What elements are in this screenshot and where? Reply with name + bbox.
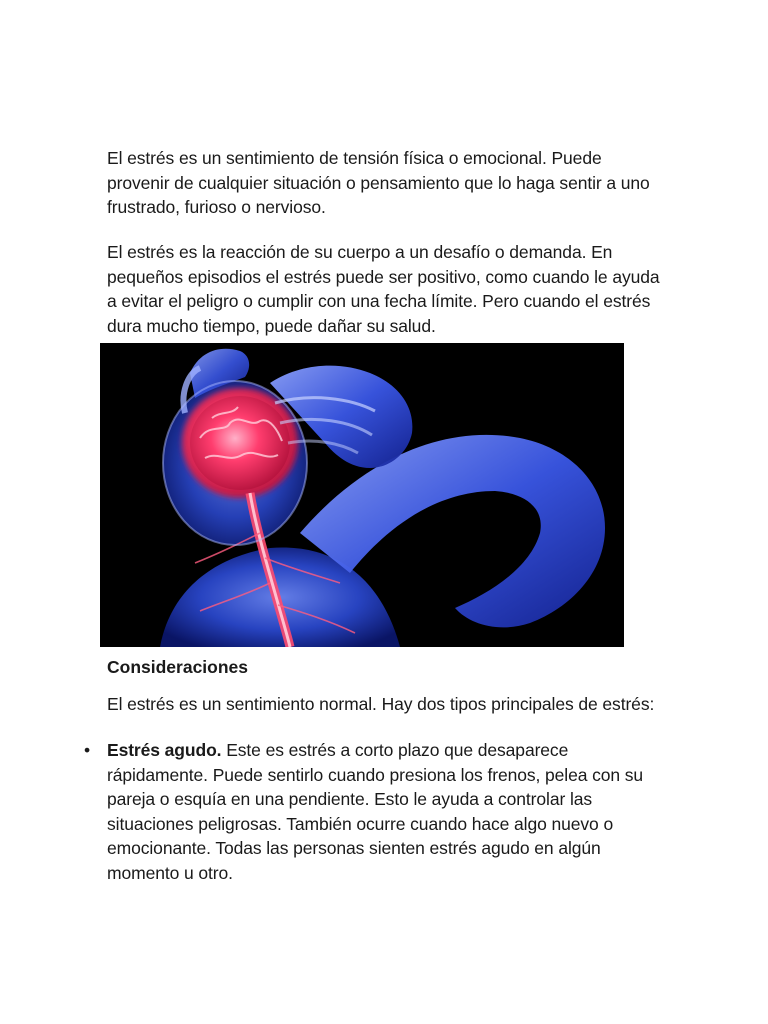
stress-illustration <box>100 343 624 647</box>
intro-paragraph: El estrés es un sentimiento de tensión física o emocional. Puede provenir de cualquier situación o pensamiento que lo haga sentir a uno frustrado, furioso o nervioso. <box>107 148 650 217</box>
list-item-term: Estrés agudo. <box>107 740 222 760</box>
list-item <box>0 738 667 885</box>
types-intro-paragraph: El estrés es un sentimiento normal. Hay dos tipos principales de estrés: <box>107 694 655 714</box>
list-item-text: Este es estrés a corto plazo que desaparece rápidamente. Puede sentirlo cuando presiona los frenos, pelea con su pareja o esquía en una pendiente. Esto le ayuda a controlar las situaciones peligrosas. También ocurre cuando hace algo nuevo o emocionante. Todas las personas sienten estrés agudo en algún momento u otro. <box>107 740 644 883</box>
bullet-icon: • <box>84 740 91 760</box>
stress-types-list <box>0 738 768 885</box>
section-heading: Consideraciones <box>107 657 249 677</box>
stress-reaction-paragraph: El estrés es la reacción de su cuerpo a un desafío o demanda. En pequeños episodios el estrés puede ser positivo, como cuando le ayuda a evitar el peligro o cumplir con una fecha límite. Pero cuando el estrés dura mucho tiempo, puede dañar su salud. <box>107 242 660 336</box>
